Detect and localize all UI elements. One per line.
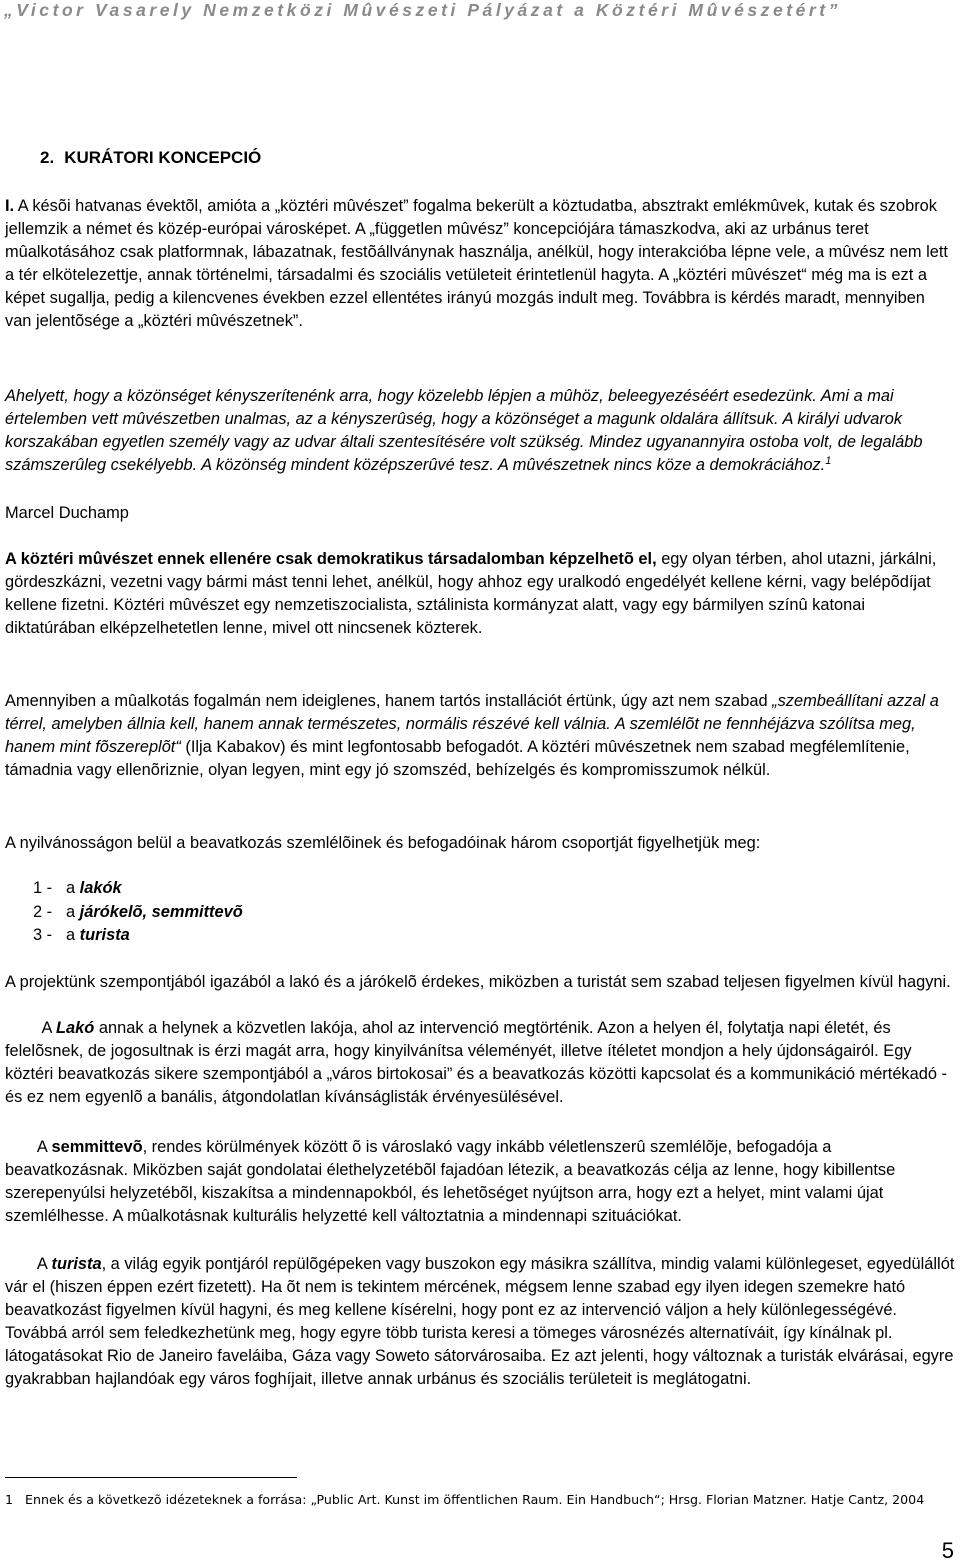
resident-text: annak a helynek a közvetlen lakója, ahol az intervenció megtörténik. Azon a helyen él, folytatja napi életét, és felelõsnek, de jogosultnak is érzi magát arra, hogy kinyilvánítsa véleményét, illetve ítéletet mondjon a hely újdonságairól. Egy köztéri beavatkozás sikere szempontjából a „város birtokosai” és a beavatkozás közötti kapcsolat és a kommunikáció mértékadó - és ez nem egyenlõ a banális, átgondolatlan kívánságlisták érvényesülésével.	[5, 1019, 947, 1107]
paragraph-democracy	[5, 548, 955, 640]
list-term: járókelõ, semmittevõ	[79, 902, 243, 921]
list-number: 3 -	[33, 926, 53, 945]
paragraph-intro	[5, 195, 955, 334]
document-header: „Victor Vasarely Nemzetközi Mûvészeti Pályázat a Köztéri Mûvészetért”	[4, 0, 841, 20]
paragraph-focus	[5, 971, 955, 994]
quote-author	[5, 502, 955, 525]
list-article: a	[66, 879, 80, 897]
duchamp-quote	[5, 385, 955, 477]
democracy-lead: A köztéri mûvészet ennek ellenére csak demokratikus társadalomban képzelhetõ el,	[5, 550, 657, 568]
list-number: 1 -	[33, 879, 53, 897]
audience-list	[33, 877, 243, 948]
paragraph-tourist	[5, 1253, 955, 1392]
roman-numeral: I.	[5, 197, 15, 215]
paragraph-groups	[5, 832, 955, 855]
idler-term: semmittevõ	[51, 1138, 143, 1156]
list-article: a	[66, 926, 80, 945]
section-title	[40, 148, 261, 168]
list-term: lakók	[79, 879, 122, 897]
list-item	[33, 924, 243, 948]
page-number: 5	[941, 1538, 954, 1563]
section-title-text: KURÁTORI KONCEPCIÓ	[64, 148, 262, 167]
list-number: 2 -	[33, 902, 53, 921]
tourist-text: , a világ egyik pontjáról repülõgépeken vagy buszokon egy másikra szállítva, mindig valami különlegeset, egyedülállót vár el (hiszen éppen ezért fizetett). Ha õt nem is tekintem mércének, mégsem lenne szabad egy ilyen idegen szemekre ható beavatkozást figyelmen kívül hagyni, és meg kellene kísérelni, hogy pont ez az intervenció váljon a hely különlegességévé. Továbbá arról sem feledkezhetünk meg, hogy egyre több turista keresi a tömeges városnézés alternatíváit, így kínálnak pl. látogatásokat Rio de Janeiro faveláiba, Gáza vagy Soweto sátorvárosaiba. Ez azt jelenti, hogy változnak a turisták elvárásai, egyre gyakrabban hajlandóak egy város foghíjait, illetve annak urbánus és szociális területeit is meglátogatni.	[5, 1255, 955, 1389]
kabakov-quote: „szembeállítani azzal a térrel, amelyben állnia kell, hanem annak természetes, normális részévé kell válnia. A szemlélõt ne fennhéjázva szólítsa meg, hanem mint fõszereplõt“	[5, 692, 939, 757]
installation-text-c: (Ilja Kabakov) és mint legfontosabb befogadót. A köztéri mûvészetnek nem szabad megfélemlítenie, támadnia vagy ellenõriznie, olyan legyen, mint egy jó szomszéd, behízelgés és kompromisszumok nélkül.	[5, 738, 910, 780]
footnote-number: 1	[5, 1492, 14, 1507]
paragraph-idler	[5, 1136, 955, 1228]
installation-text-a: Amennyiben a mûalkotás fogalmán nem ideiglenes, hanem tartós installációt értünk, úgy azt nem szabad	[5, 692, 773, 710]
democracy-text: egy olyan térben, ahol utazni, járkálni, gördeszkázni, vezetni vagy bármi mást tenni lehet, anélkül, hogy ahhoz egy uralkodó engedélyét kellene kérni, vagy belépõdíjat kellene fizetni. Köztéri mûvészet egy nemzetiszocialista, sztálinista kormányzat alatt, vagy egy bármilyen színû katonai diktatúrában elképzelhetetlen lenne, mivel ott nincsenek közterek.	[5, 550, 937, 638]
idler-text: , rendes körülmények között õ is városlakó vagy inkább véletlenszerû szemlélõje, befogadója a beavatkozásnak. Miközben saját gondolatai élethelyzetébõl fajadóan létezik, a beavatkozás célja az lenne, hogy kibillentse szerepenyúlsi helyzetébõl, kiszakítsa a mindennapokból, és lehetõséget nyújtson arra, hogy ezt a helyet, mint valami újat szemlélhesse. A mûalkotásnak kulturális helyzetté kell változtatnia a mindennapi szituációkat.	[5, 1138, 896, 1226]
list-item	[33, 877, 243, 901]
quote-author-name: Marcel Duchamp	[5, 504, 129, 522]
footnote	[5, 1490, 955, 1509]
list-article: a	[66, 902, 80, 921]
focus-text: A projektünk szempontjából igazából a lakó és a járókelõ érdekes, miközben a turistát sem szabad teljesen figyelmen kívül hagyni.	[5, 973, 951, 991]
footnote-ref: 1	[825, 455, 832, 468]
footnote-separator	[5, 1477, 297, 1478]
footnote-text: Ennek és a következõ idézeteknek a forrása: „Public Art. Kunst im öffentlichen Raum. Ein Handbuch“; Hrsg. Florian Matzner. Hatje Cantz, 2004	[25, 1492, 925, 1507]
section-number: 2.	[40, 148, 55, 167]
tourist-term: turista	[51, 1255, 102, 1273]
list-term: turista	[79, 926, 130, 945]
intro-text: A késõi hatvanas évektõl, amióta a „köztéri mûvészet” fogalma bekerült a köztudatba, absztrakt emlékmûvek, kutak és szobrok jellemzik a német és közép-európai városképet. A „független mûvész” koncepciójára támaszkodva, aki az urbánus teret mûalkotásához csak platformnak, lábazatnak, festõállványnak használja, anélkül, hogy interakcióba lépne vele, a mûvész nem lett a tér elkötelezettje, annak történelmi, társadalmi és szociális vetületeit érintetlenül hagyta. A „köztéri mûvészet“ még ma is ezt a képet sugallja, pedig a kilencvenes években ezzel ellentétes irányú mozgás indult meg. Továbbra is kérdés maradt, mennyiben van jelentõsége a „köztéri mûvészetnek”.	[5, 197, 948, 331]
quote-text: Ahelyett, hogy a közönséget kényszerítenénk arra, hogy közelebb lépjen a mûhöz, beleegyezéséért esedezünk. Ami a mai értelemben vett mûvészetben unalmas, az a kényszerûség, hogy a közönséget a magunk oldalára állítsuk. A királyi udvarok korszakában egyetlen személy vagy az udvar általi szentesítésére volt szükség. Mindez ugyanannyira ostoba volt, de legalább számszerûleg csekélyebb. A közönség mindent középszerûvé tesz. A mûvészetnek nincs köze a demokráciához.	[5, 387, 923, 475]
idler-lead: A	[36, 1138, 52, 1156]
groups-text: A nyilvánosságon belül a beavatkozás szemlélõinek és befogadóinak három csoportját figyelhetjük meg:	[5, 834, 761, 852]
tourist-lead: A	[36, 1255, 52, 1273]
paragraph-resident	[5, 1017, 955, 1109]
list-item	[33, 901, 243, 925]
resident-term: Lakó	[56, 1019, 95, 1037]
paragraph-installation	[5, 690, 955, 782]
resident-lead: A	[41, 1019, 57, 1037]
